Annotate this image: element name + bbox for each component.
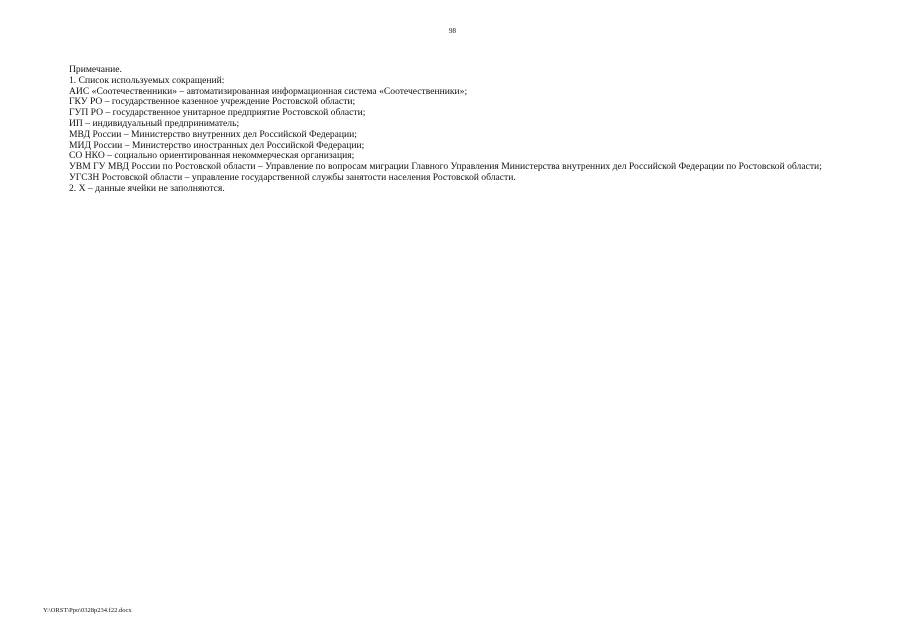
abbreviation-mid: МИД России – Министерство иностранных дел Российской Федерации; (69, 139, 365, 151)
abbreviation-uvm: УВМ ГУ МВД России по Ростовской области – Управление по вопросам миграции Главного Управления Министерства внутренних дел Российской Федерации по Ростовской области; (69, 161, 822, 173)
abbreviation-ais: АИС «Соотечественники» – автоматизированная информационная система «Соотечественники»; (69, 85, 468, 97)
footer-file-path: Y:\ORST\Ppo\0328p234.f22.docx (43, 607, 132, 614)
note-heading: Примечание. (69, 64, 122, 75)
abbreviation-gku-ro: ГКУ РО – государственное казенное учреждение Ростовской области; (69, 96, 356, 108)
abbreviation-ugszn: УГСЗН Ростовской области – управление государственной службы занятости населения Ростовской области. (69, 171, 516, 183)
abbreviations-list-title: 1. Список используемых сокращений: (69, 74, 225, 86)
abbreviation-so-nko: СО НКО – социально ориентированная некоммерческая организация; (69, 150, 355, 162)
abbreviation-gup-ro: ГУП РО – государственное унитарное предприятие Ростовской области; (69, 107, 366, 119)
page-number: 98 (449, 27, 456, 35)
abbreviation-ip: ИП – индивидуальный предприниматель; (69, 117, 240, 129)
note-block (43, 65, 863, 195)
note-item-2: 2. Х – данные ячейки не заполняются. (69, 182, 225, 194)
abbreviation-mvd: МВД России – Министерство внутренних дел Российской Федерации; (69, 128, 357, 140)
